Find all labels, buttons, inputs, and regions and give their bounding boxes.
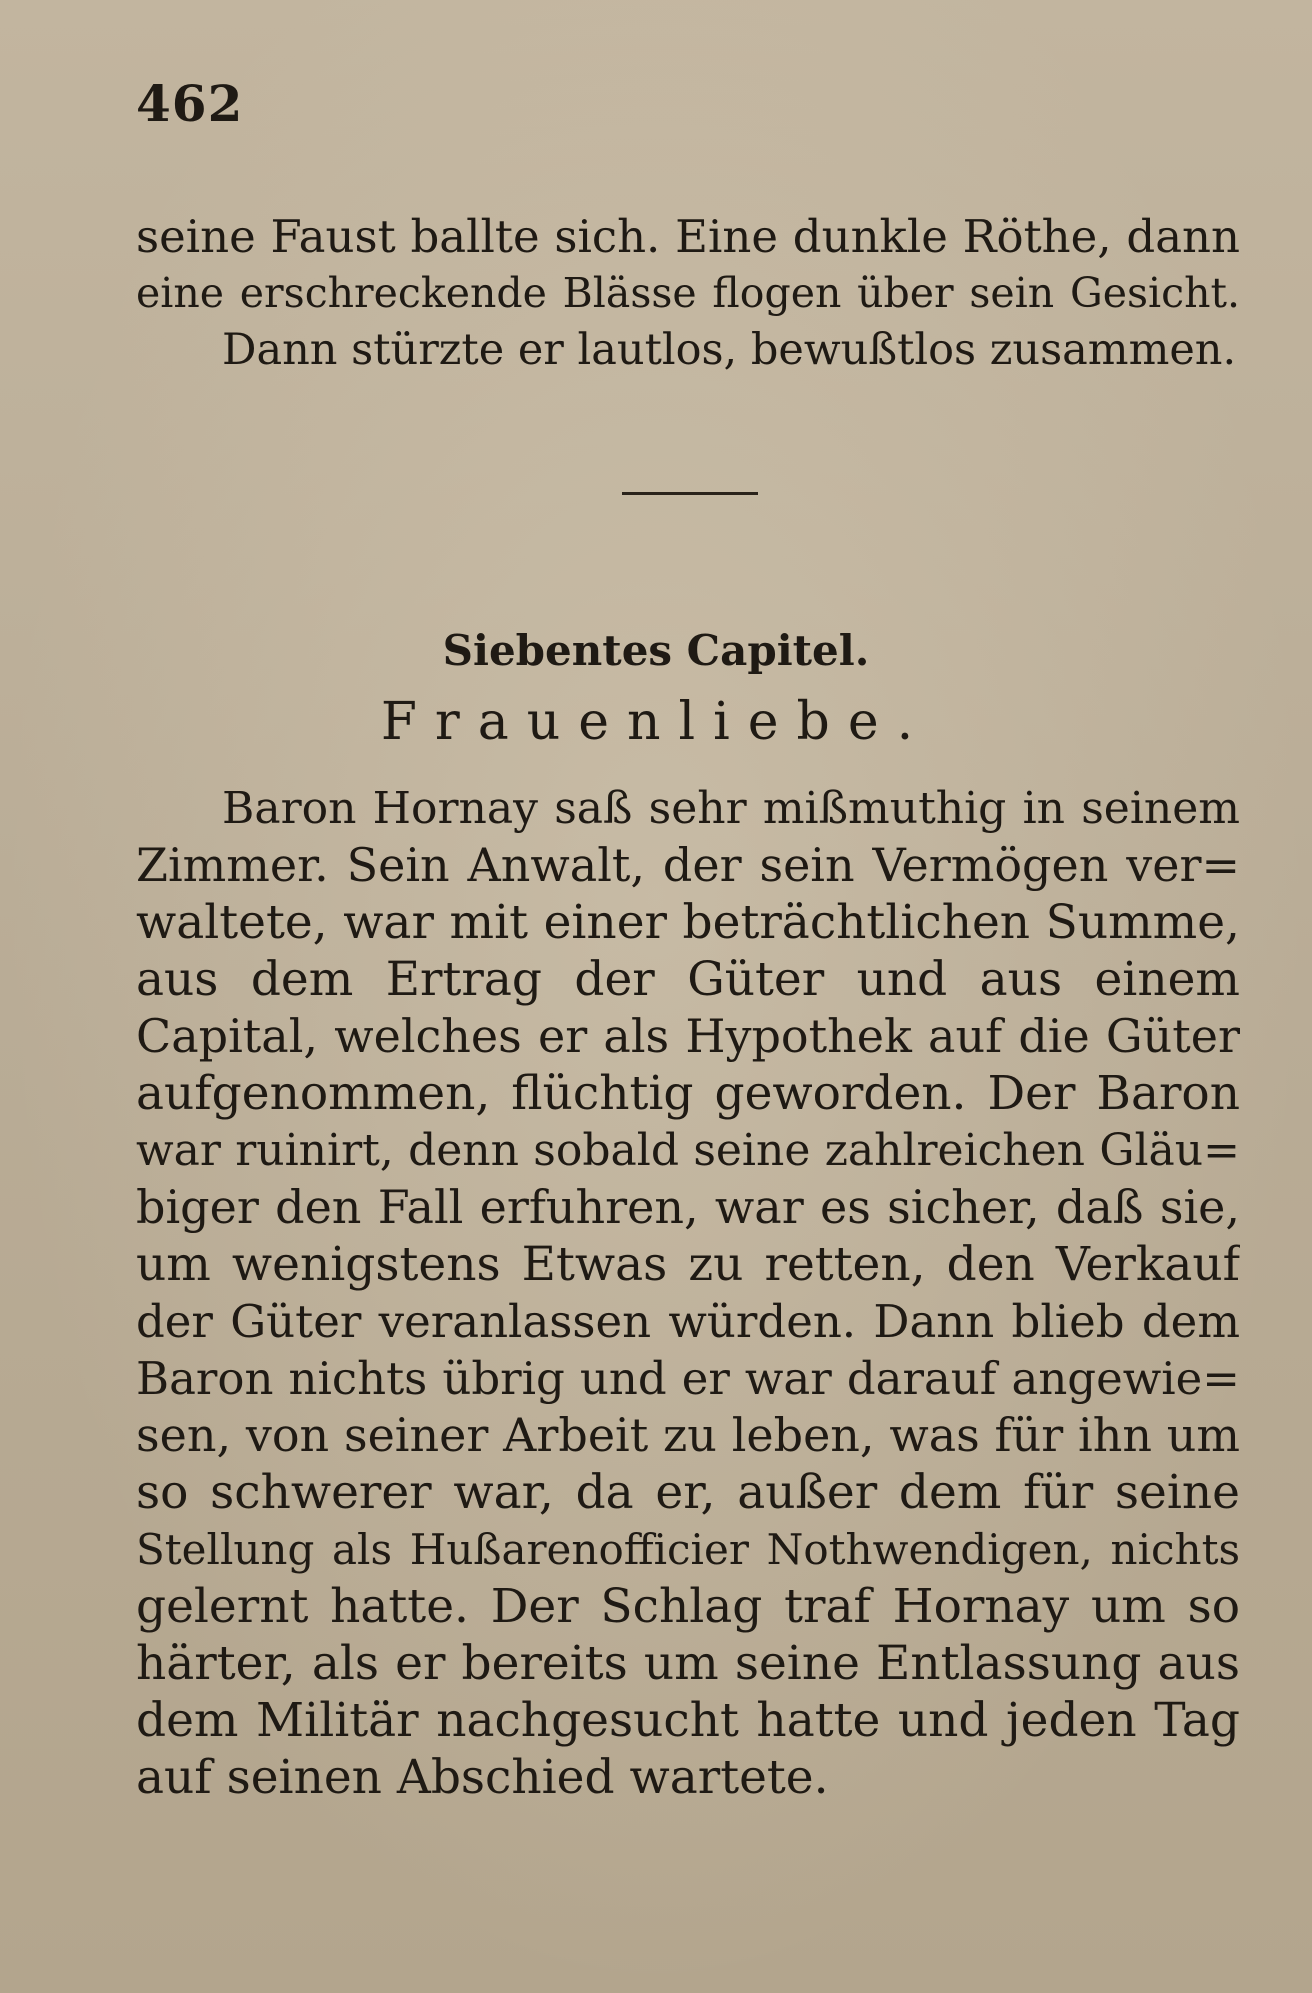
text-line: war ruinirt, denn sobald seine zahlreichen Gläu= <box>136 1125 1240 1176</box>
text-line: sen, von seiner Arbeit zu leben, was für ihn um <box>136 1408 1240 1462</box>
text-line: eine erschreckende Blässe flogen über sein Gesicht. <box>136 269 1240 317</box>
text-line: auf seinen Abschied wartete. <box>136 1750 829 1805</box>
text-line: biger den Fall erfuhren, war es sicher, daß sie, <box>136 1180 1240 1234</box>
text-line: Zimmer. Sein Anwalt, der sein Vermögen ver= <box>136 838 1240 892</box>
text-line: gelernt hatte. Der Schlag traf Hornay um so <box>136 1579 1240 1634</box>
text-line: Dann stürzte er lautlos, bewußtlos zusammen. <box>222 325 1237 375</box>
text-line: Baron Hornay saß sehr mißmuthig in seinem <box>222 783 1240 834</box>
text-line: Baron nichts übrig und er war darauf angewie= <box>136 1352 1240 1405</box>
section-divider <box>622 492 758 495</box>
text-line: so schwerer war, da er, außer dem für seine <box>136 1465 1240 1520</box>
text-line: waltete, war mit einer beträchtlichen Summe, <box>136 895 1240 950</box>
chapter-label: Siebentes Capitel. <box>442 626 870 675</box>
text-line: härter, als er bereits um seine Entlassung aus <box>136 1636 1240 1691</box>
page-number: 462 <box>136 74 244 133</box>
text-line: Capital, welches er als Hypothek auf die Güter <box>136 1009 1240 1063</box>
text-line: dem Militär nachgesucht hatte und jeden Tag <box>136 1693 1240 1748</box>
text-line: der Güter veranlassen würden. Dann blieb dem <box>136 1295 1240 1348</box>
text-line: Stellung als Hußarenofficier Nothwendigen, nichts <box>136 1525 1240 1574</box>
chapter-paragraph <box>136 780 1240 1806</box>
chapter-title: Frauenliebe. <box>380 692 932 752</box>
previous-paragraph <box>136 208 1240 379</box>
text-line: aufgenommen, flüchtig geworden. Der Baron <box>136 1066 1240 1121</box>
text-line: aus dem Ertrag der Güter und aus einem <box>136 952 1240 1007</box>
text-line: um wenigstens Etwas zu retten, den Verkauf <box>136 1237 1240 1292</box>
text-line: seine Faust ballte sich. Eine dunkle Röthe, dann <box>136 210 1240 263</box>
